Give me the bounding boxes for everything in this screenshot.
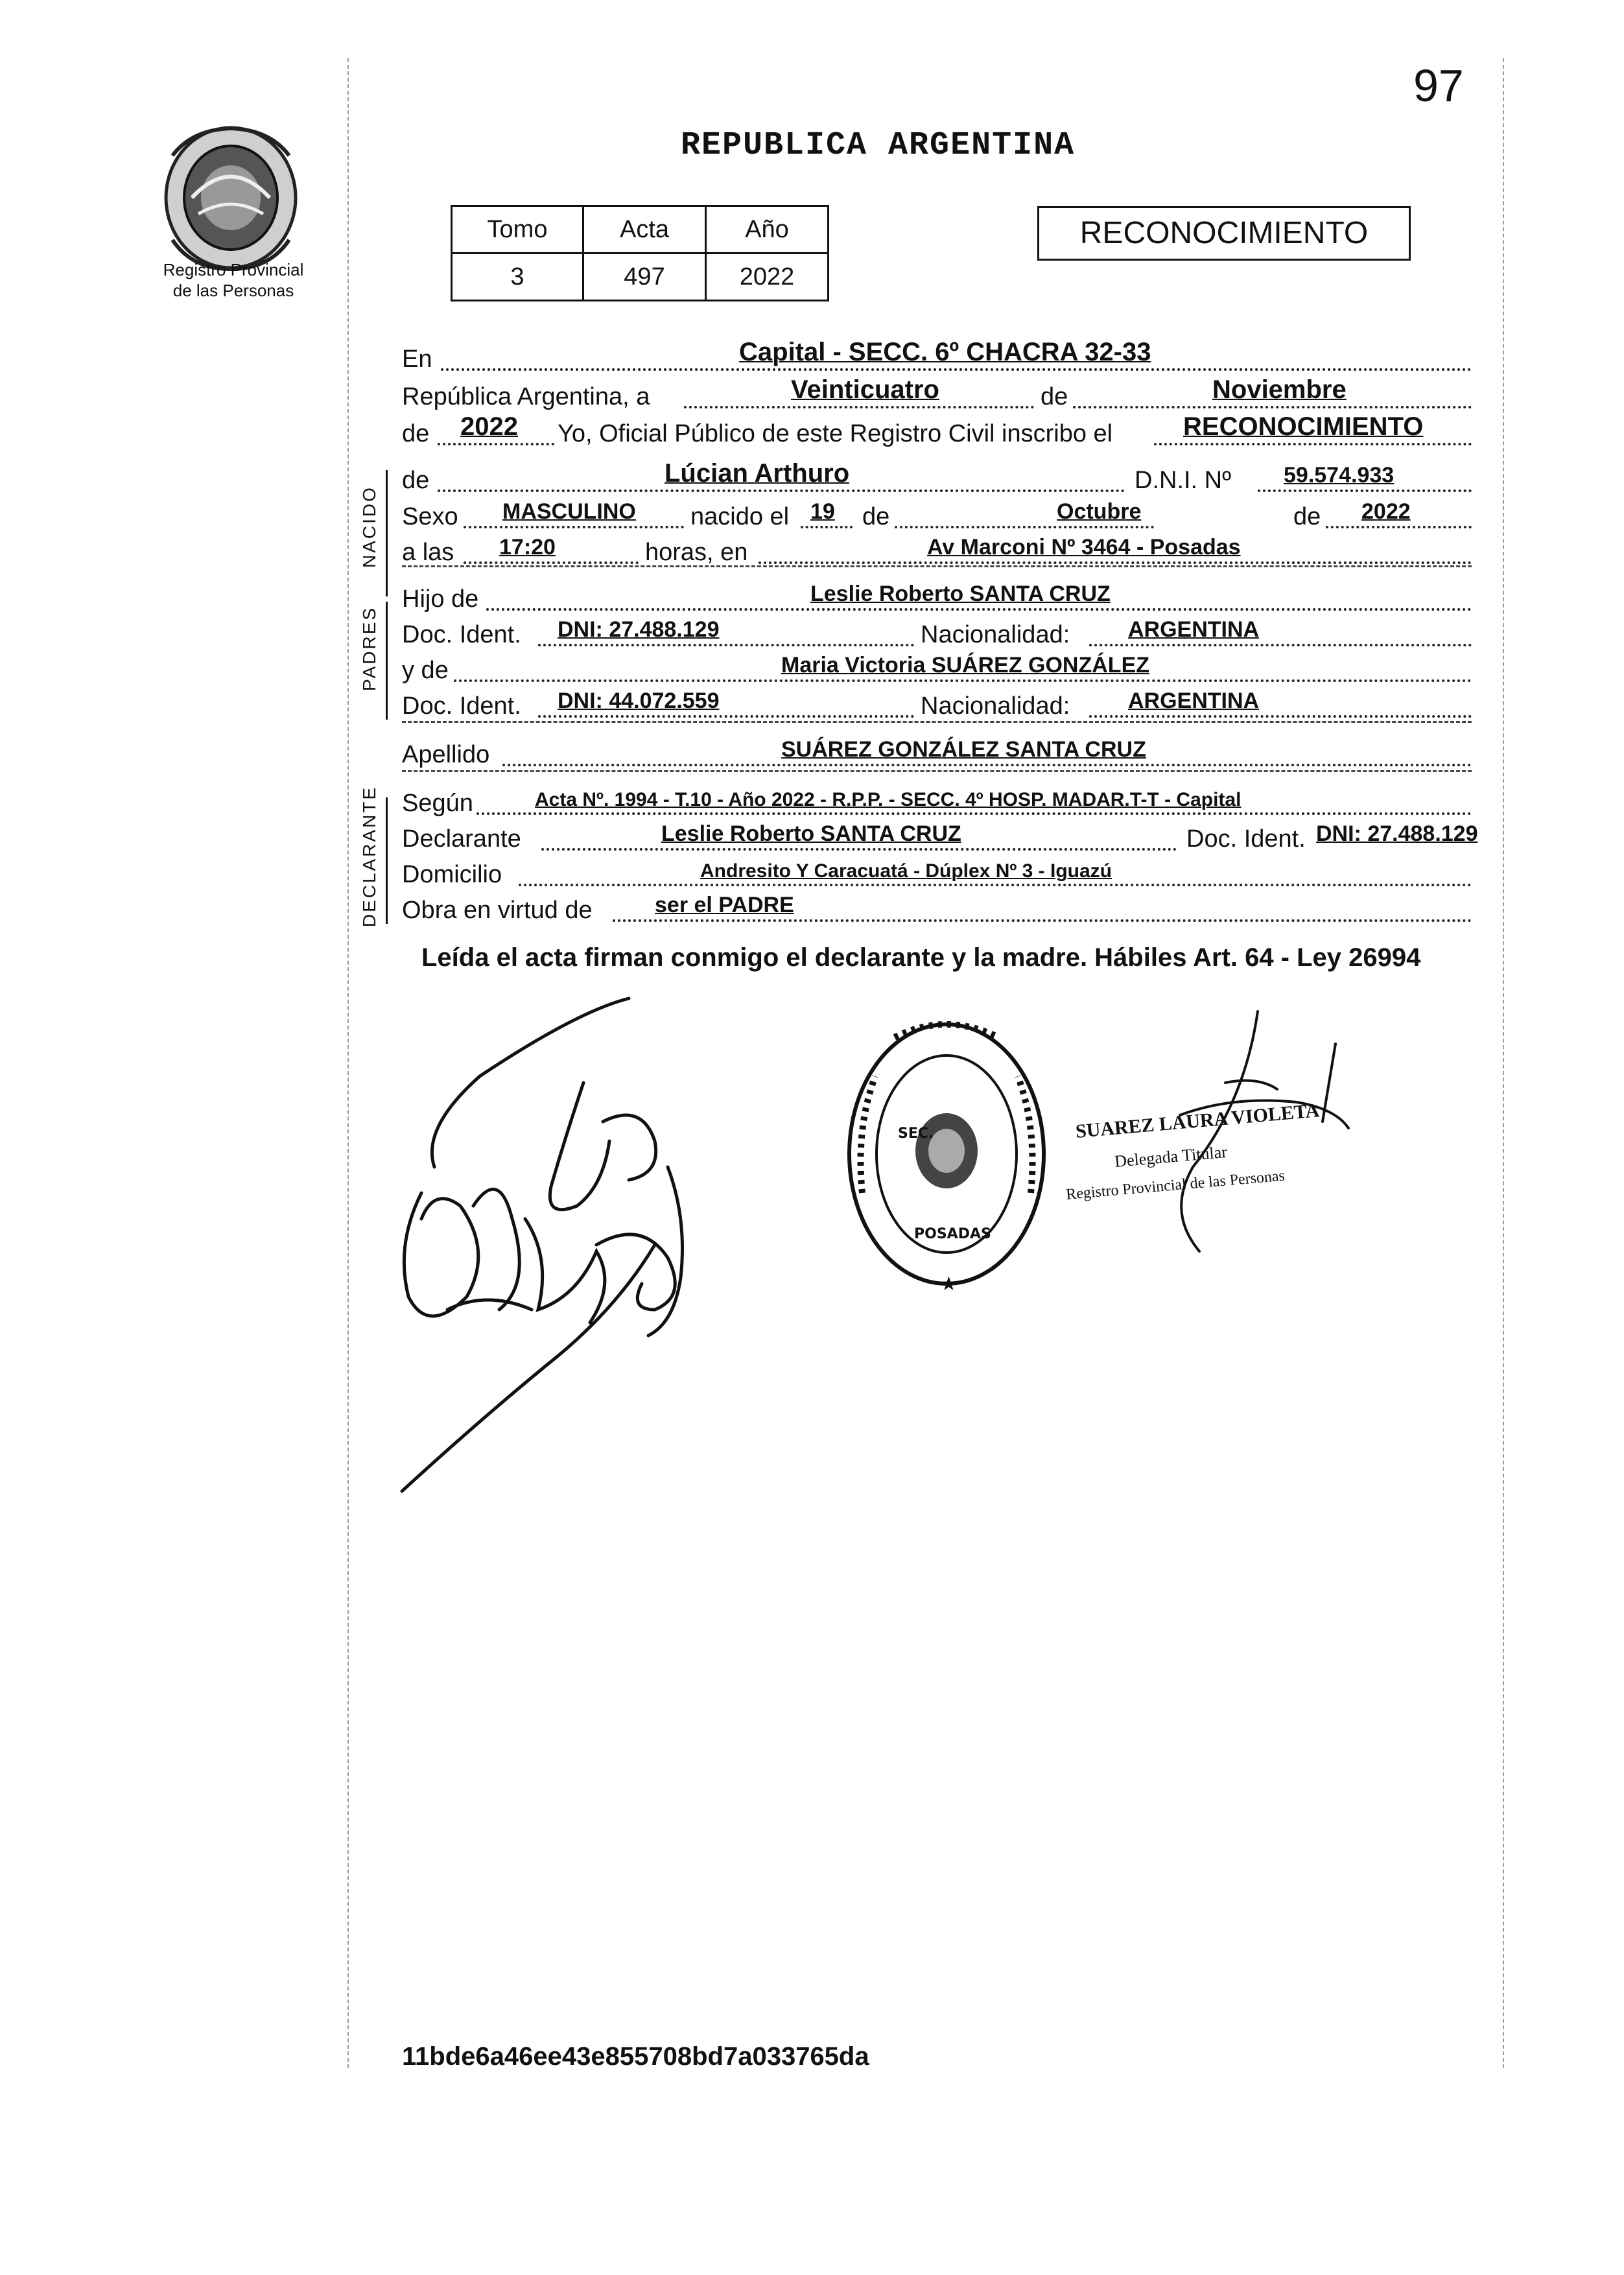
row-sexo [402, 498, 1472, 534]
label-declarante: Declarante [402, 825, 521, 853]
row-padre [402, 580, 1472, 616]
svg-text:Registro Provincial de las Per: Registro Provincial de las Personas [1065, 1167, 1286, 1203]
row-madre [402, 652, 1472, 687]
document-title: REPUBLICA ARGENTINA [681, 127, 1076, 164]
dotted-line [538, 715, 914, 718]
table-header-acta: Acta [583, 206, 706, 253]
value-padre-nac: ARGENTINA [1128, 617, 1260, 642]
value-nacido-anio: 2022 [1361, 499, 1411, 524]
section-label-declarante: DECLARANTE [359, 785, 379, 928]
dotted-line [502, 764, 1472, 766]
dotted-line [613, 919, 1472, 922]
row-obra-virtud [402, 891, 1472, 927]
table-value-anio: 2022 [706, 253, 829, 301]
dotted-line [1326, 526, 1472, 528]
label-domicilio: Domicilio [402, 861, 502, 888]
section-divider-declarante [386, 797, 388, 924]
registry-table [451, 205, 829, 301]
row-declarante [402, 820, 1478, 856]
dotted-line [438, 443, 554, 445]
row-lugar [402, 340, 1472, 376]
value-nombre: Lúcian Arthuro [665, 459, 850, 488]
row-segun [402, 784, 1472, 820]
section-label-nacido: NACIDO [359, 486, 379, 568]
table-value-tomo: 3 [452, 253, 583, 301]
value-segun: Acta Nº. 1994 - T.10 - Año 2022 - R.P.P. - SECC. 4º HOSP. MADAR.T-T - Capital [535, 789, 1242, 810]
label-apellido: Apellido [402, 741, 490, 768]
value-obra-virtud: ser el PADRE [655, 893, 794, 917]
value-padre: Leslie Roberto SANTA CRUZ [810, 582, 1111, 606]
value-apellido: SUÁREZ GONZÁLEZ SANTA CRUZ [781, 737, 1146, 762]
dotted-line [464, 526, 684, 528]
dotted-line [486, 608, 1472, 611]
logo-caption-line2: de las Personas [172, 281, 294, 300]
value-madre-nac: ARGENTINA [1128, 689, 1260, 713]
label-segun: Según [402, 790, 473, 817]
label-de-dia: de [862, 503, 890, 530]
row-nombre [402, 459, 1472, 497]
coat-of-arms-logo [153, 117, 309, 272]
value-nacido-dia: 19 [810, 499, 835, 524]
value-tipo: RECONOCIMIENTO [1183, 412, 1424, 441]
label-hijo-de: Hijo de [402, 585, 479, 613]
section-divider-padres [386, 602, 388, 720]
right-margin-line [1503, 58, 1504, 2068]
dotted-line [464, 561, 639, 564]
svg-text:Delegada Titular: Delegada Titular [1113, 1142, 1228, 1171]
dotted-line [438, 489, 1125, 492]
value-hora: 17:20 [499, 535, 556, 560]
closing-statement: Leída el acta firman conmigo el declarante y la madre. Hábiles Art. 64 - Ley 26994 [421, 943, 1421, 972]
row-fecha [402, 375, 1472, 414]
label-doc-ident-madre: Doc. Ident. [402, 692, 521, 720]
label-de-anio: de [402, 420, 430, 447]
label-obra-virtud: Obra en virtud de [402, 897, 593, 924]
label-de-anio2: de [1293, 503, 1321, 530]
dotted-line [801, 526, 853, 528]
value-domicilio: Andresito Y Caracuatá - Dúplex Nº 3 - Iguazú [700, 860, 1112, 882]
label-yo-oficial: Yo, Oficial Público de este Registro Civil inscribo el [558, 420, 1113, 447]
value-padre-doc: DNI: 27.488.129 [558, 617, 720, 642]
section-separator [402, 770, 1472, 772]
value-declarante: Leslie Roberto SANTA CRUZ [661, 821, 961, 846]
logo-caption-line1: Registro Provincial [163, 260, 304, 279]
value-madre-doc: DNI: 44.072.559 [558, 689, 720, 713]
row-padre-doc [402, 616, 1472, 652]
label-sexo: Sexo [402, 503, 458, 530]
value-mes: Noviembre [1212, 375, 1347, 404]
dotted-line [541, 848, 1177, 851]
dotted-line [441, 368, 1472, 371]
table-header-anio: Año [706, 206, 829, 253]
document-hash: 11bde6a46ee43e855708bd7a033765da [402, 2042, 869, 2071]
label-en: En [402, 346, 432, 373]
table-header-tomo: Tomo [452, 206, 583, 253]
registrar-signature [1063, 1005, 1387, 1277]
dotted-line [759, 561, 1472, 564]
label-de-mes: de [1041, 383, 1068, 410]
label-doc-ident-declarante: Doc. Ident. [1186, 825, 1306, 853]
label-y-de: y de [402, 657, 449, 684]
dotted-line [895, 526, 1154, 528]
svg-text:SEC.: SEC. [898, 1126, 934, 1142]
dotted-line [519, 884, 1472, 886]
value-madre: Maria Victoria SUÁREZ GONZÁLEZ [781, 653, 1150, 678]
label-republica: República Argentina, a [402, 383, 650, 410]
value-nacido-mes: Octubre [1057, 499, 1142, 524]
label-nacionalidad-madre: Nacionalidad: [921, 692, 1070, 720]
dotted-line [454, 679, 1472, 682]
section-separator [402, 565, 1472, 567]
value-sexo: MASCULINO [502, 499, 636, 524]
row-madre-doc [402, 687, 1472, 723]
dotted-line [538, 644, 914, 646]
page-number: 97 [1413, 60, 1464, 111]
label-nacido-el: nacido el [690, 503, 790, 530]
value-anio: 2022 [460, 412, 518, 441]
value-dia-texto: Veinticuatro [791, 375, 939, 404]
dotted-line [1073, 406, 1472, 408]
value-declarante-doc: DNI: 27.488.129 [1316, 821, 1478, 846]
row-domicilio [402, 856, 1472, 891]
label-dni: D.N.I. Nº [1135, 467, 1231, 494]
svg-text:★: ★ [940, 1273, 958, 1295]
dotted-line [1089, 715, 1472, 718]
svg-text:POSADAS: POSADAS [914, 1226, 991, 1242]
row-oficial [402, 412, 1472, 451]
dotted-line [477, 812, 1472, 815]
label-a-las: a las [402, 539, 454, 566]
dotted-line [1154, 443, 1472, 445]
act-type-box: RECONOCIMIENTO [1037, 206, 1411, 261]
value-lugar: Capital - SECC. 6º CHACRA 32-33 [739, 338, 1151, 366]
value-lugar-nacimiento: Av Marconi Nº 3464 - Posadas [927, 535, 1241, 560]
label-doc-ident-padre: Doc. Ident. [402, 621, 521, 648]
declarant-signature [382, 972, 746, 1511]
logo-caption [139, 259, 327, 301]
value-dni: 59.574.933 [1284, 463, 1395, 488]
label-horas-en: horas, en [645, 539, 748, 566]
section-label-padres: PADRES [359, 606, 379, 691]
label-nacionalidad-padre: Nacionalidad: [921, 621, 1070, 648]
dotted-line [684, 406, 1034, 408]
left-margin-line [347, 58, 349, 2068]
official-seal-stamp [836, 998, 1057, 1303]
row-hora-lugar [402, 534, 1472, 569]
svg-text:SUAREZ LAURA VIOLETA: SUAREZ LAURA VIOLETA [1074, 1100, 1321, 1142]
section-separator [402, 721, 1472, 723]
label-de-nombre: de [402, 467, 430, 494]
section-divider-nacido [386, 470, 388, 596]
table-value-acta: 497 [583, 253, 706, 301]
dotted-line [1258, 489, 1472, 492]
dotted-line [1089, 644, 1472, 646]
row-apellido [402, 736, 1472, 772]
